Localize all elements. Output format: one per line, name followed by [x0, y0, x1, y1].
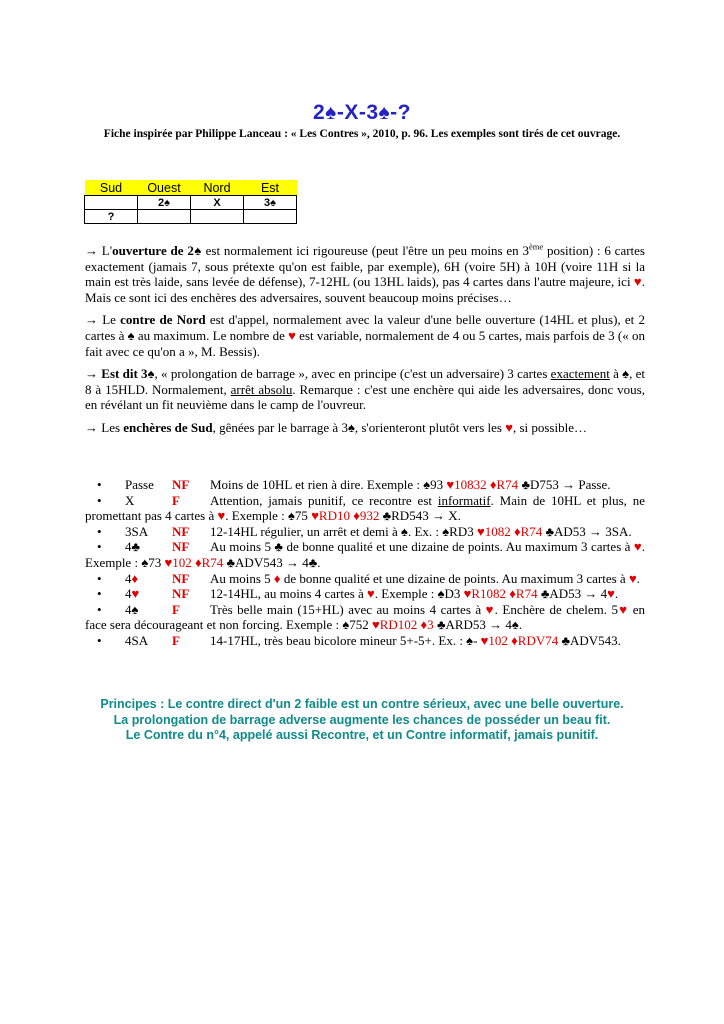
bid-label: 3SA: [125, 523, 149, 539]
bid-description: Moins de 10HL et rien à dire. Exemple : ♠93 ♥10832 ♦R74 ♣D753 → Passe.: [210, 477, 611, 492]
bid-label: 4♠: [125, 601, 139, 617]
principles-line: Le Contre du n°4, appelé aussi Recontre, et un Contre informatif, jamais punitif.: [125, 728, 599, 743]
bid-description: Au moins 5 ♦ de bonne qualité et une dizaine de points. Au maximum 3 cartes à ♥.: [210, 570, 640, 586]
bullet-icon: •: [97, 477, 102, 492]
list-item: [85, 602, 645, 633]
table-header-est: Est: [244, 180, 297, 196]
list-item: [85, 524, 645, 540]
table-cell: X: [191, 196, 244, 210]
body-paragraphs: [85, 243, 645, 443]
bullet-icon: •: [97, 570, 102, 586]
bid-label: 4♥: [125, 586, 140, 602]
principles-line: La prolongation de barrage adverse augmente les chances de posséder un beau fit.: [113, 712, 611, 727]
bid-description: Très belle main (15+HL) avec au moins 4 cartes à ♥. Enchère de chelem. 5♥ en face sera décourageant et non forcing. Exemple : ♠752 ♥RD102 ♦3 ♣ARD53 → 4♠.: [85, 601, 646, 633]
table-cell: [191, 210, 244, 224]
bid-label: 4♦: [125, 570, 139, 586]
table-cell: 3♠: [244, 196, 297, 210]
bid-label: 4♣: [125, 539, 141, 555]
list-item: [85, 633, 645, 649]
list-item: [85, 493, 645, 524]
principles-line: Principes : Le contre direct d'un 2 faible est un contre sérieux, avec une belle ouverture.: [100, 697, 624, 711]
bullet-icon: •: [97, 492, 102, 508]
table-row: [85, 196, 297, 210]
bidding-table: [84, 180, 297, 224]
bid-label: X: [125, 492, 135, 508]
bullet-icon: •: [97, 586, 102, 602]
table-cell: [85, 196, 138, 210]
bullet-icon: •: [97, 539, 102, 555]
table-header-nord: Nord: [191, 180, 244, 196]
bullet-icon: •: [97, 632, 102, 648]
bid-description: 12-14HL, au moins 4 cartes à ♥. Exemple : ♠D3 ♥R1082 ♦R74 ♣AD53 → 4♥.: [210, 586, 619, 602]
bid-label: 4SA: [125, 632, 149, 648]
page-subtitle: Fiche inspirée par Philippe Lanceau : « Les Contres », 2010, p. 96. Les exemples sont tirés de cet ouvrage.: [103, 128, 621, 140]
forcing-label: NF: [172, 523, 190, 539]
bidding-table-header-row: [85, 180, 297, 196]
bid-label: Passe: [125, 477, 154, 492]
document-header: [0, 101, 724, 140]
list-item: [85, 571, 645, 587]
bid-description: Au moins 5 ♣ de bonne qualité et une dizaine de points. Au maximum 3 cartes à ♥. Exemple : ♠73 ♥102 ♦R74 ♣ADV543 → 4♣.: [85, 539, 645, 570]
list-item: [85, 477, 645, 493]
paragraph-est-dit-3p: → Est dit 3♠, « prolongation de barrage », avec en principe (c'est un adversaire) 3 cartes exactement à ♠, et 8 à 15HLD. Normalement, arrêt absolu. Remarque : c'est une enchère qui aide les adversaires, donc vous, en révélant un fit neuvième dans le camp de l'ouvreur.: [85, 366, 646, 413]
table-header-sud: Sud: [85, 180, 138, 196]
forcing-label: NF: [172, 477, 190, 492]
page-title: 2♠-X-3♠-?: [313, 101, 411, 124]
paragraph-contre-nord: → Le contre de Nord est d'appel, normalement avec la valeur d'une belle ouverture (14HL et plus), et 2 cartes à ♠ au maximum. Le nombre de ♥ est variable, normalement de 4 ou 5 cartes, mais parfois de 3 (« on fait avec ce qu'on a », M. Bessis).: [85, 312, 645, 359]
paragraph-encheres-sud: → Les enchères de Sud, gênées par le barrage à 3♠, s'orienteront plutôt vers les ♥, si possible…: [85, 419, 587, 435]
forcing-label: NF: [172, 586, 190, 602]
forcing-label: F: [172, 632, 180, 648]
bullet-icon: •: [97, 601, 102, 617]
forcing-label: NF: [172, 539, 190, 555]
bid-description: Attention, jamais punitif, ce recontre est informatif. Main de 10HL et plus, ne promettant pas 4 cartes à ♥. Exemple : ♠75 ♥RD10 ♦932 ♣RD543 → X.: [85, 492, 645, 524]
list-item: [85, 539, 645, 570]
table-cell: 2♠: [138, 196, 191, 210]
table-cell: [244, 210, 297, 224]
list-item: [85, 586, 645, 602]
table-row: [85, 210, 297, 224]
forcing-label: F: [172, 492, 180, 508]
table-header-ouest: Ouest: [138, 180, 191, 196]
table-cell: [138, 210, 191, 224]
bid-description: 14-17HL, très beau bicolore mineur 5+-5+. Ex. : ♠- ♥102 ♦RDV74 ♣ADV543.: [210, 632, 621, 648]
bullet-icon: •: [97, 523, 102, 539]
bid-description: 12-14HL régulier, un arrêt et demi à ♠. Ex. : ♠RD3 ♥1082 ♦R74 ♣AD53 → 3SA.: [210, 523, 632, 539]
paragraph-ouverture: → L'ouverture de 2♠ est normalement ici rigoureuse (peut l'être un peu moins en 3ème position) : 6 cartes exactement (jamais 7, sous prétexte qu'on est faible, par exemple), 6H (voire 5H) à 10H (voire 11H si la main est très laide, sans levée de défense), 7-12HL (ou 13HL laids), pas 4 cartes dans l'autre majeure, ici ♥. Mais ce sont ici des enchères des adversaires, souvent beaucoup moins précises…: [85, 241, 646, 305]
forcing-label: F: [172, 601, 180, 617]
bid-options-list: [85, 477, 645, 649]
table-cell: ?: [85, 210, 138, 224]
forcing-label: NF: [172, 570, 190, 586]
principles-footer: [0, 697, 724, 744]
